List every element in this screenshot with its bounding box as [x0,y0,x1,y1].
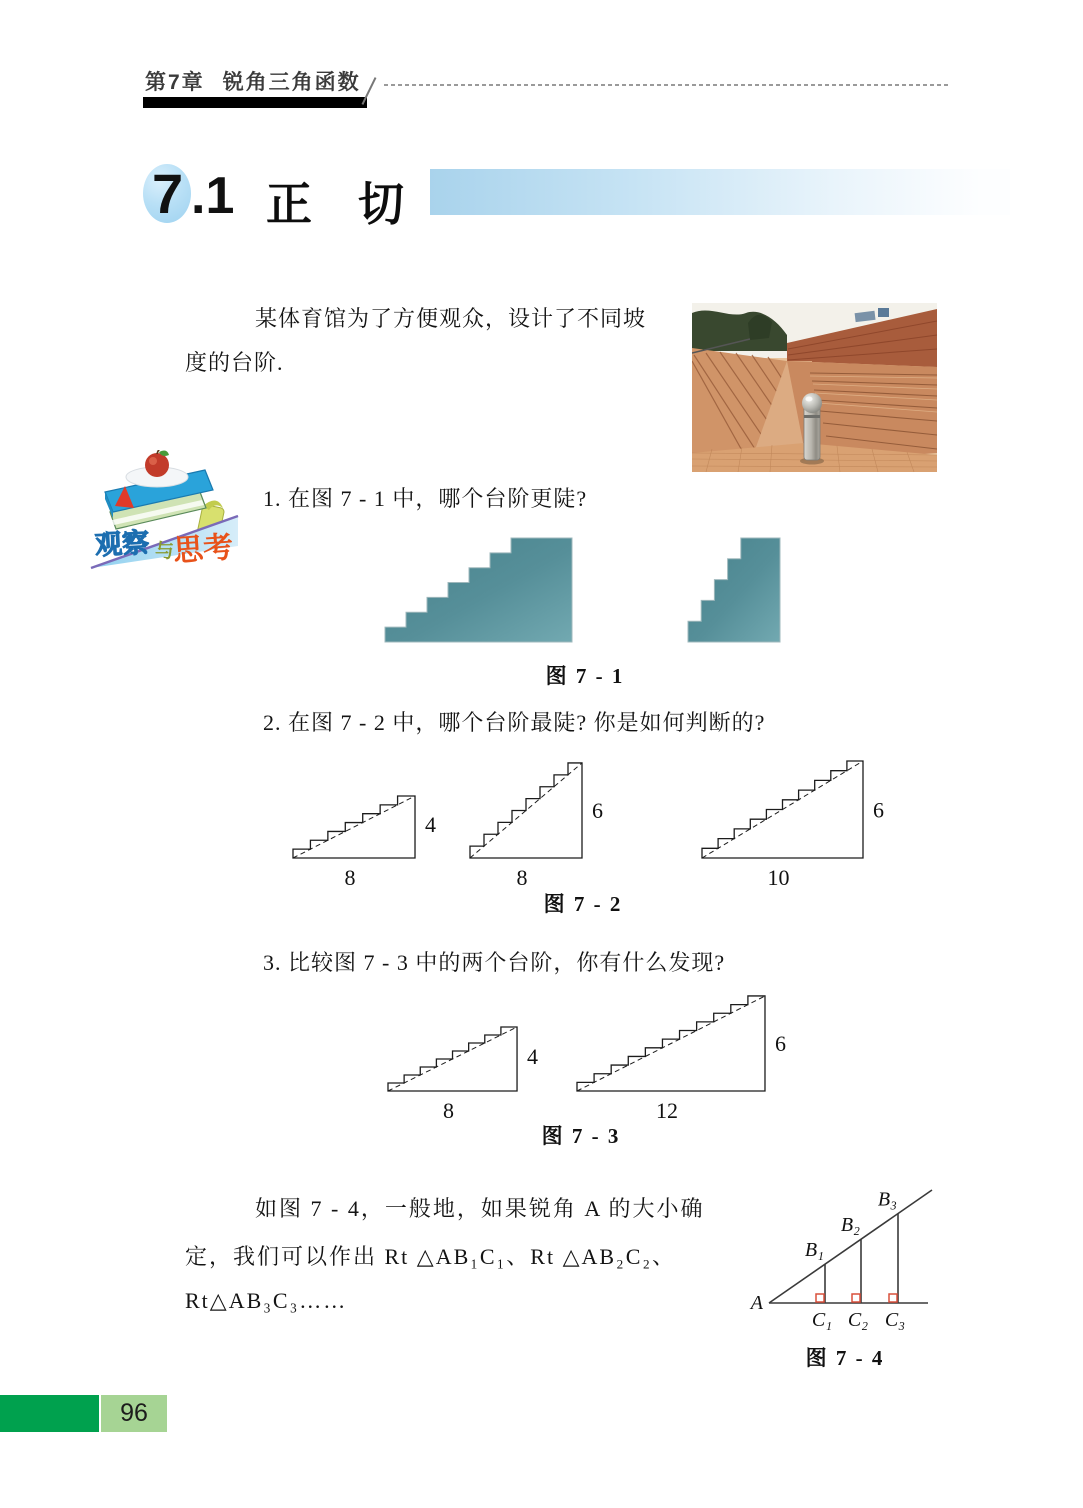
badge-word-think: 思考 [172,530,235,569]
stair-hypotenuse-dashed [388,1027,517,1091]
intro-line-2: 度的台阶. [185,350,284,375]
paragraph-line-3: Rt△AB₃C₃…… [185,1288,348,1313]
fig4-inclined-ray [769,1190,932,1303]
height-dimension-label: 4 [425,811,436,837]
badge-word-observe: 观察 [94,527,150,561]
fig4-point-c-label: C₁ [811,1309,833,1331]
section-number-lead: 7 [152,162,184,225]
stair-hypotenuse-dashed [577,996,765,1091]
fig3-caption: 图 7 - 3 [541,1124,621,1148]
height-dimension-label: 6 [775,1031,786,1057]
section-title: 正 切 [266,178,404,230]
base-dimension-label: 8 [344,865,356,890]
right-angle-mark [816,1294,824,1302]
fig4-point-b-label: B₁ [804,1239,824,1262]
base-dimension-label: 10 [767,865,790,890]
right-angle-mark [889,1294,897,1302]
base-dimension-label: 8 [443,1098,454,1123]
intro-line-1: 某体育馆为了方便观众，设计了不同坡 [255,306,647,331]
question-1: 1. 在图 7 - 1 中，哪个台阶更陡? [263,486,588,511]
question-2: 2. 在图 7 - 2 中，哪个台阶最陡? 你是如何判断的? [263,710,766,735]
badge-word-and: 与 [155,541,175,562]
height-dimension-label: 4 [527,1044,538,1070]
fig2-caption: 图 7 - 2 [543,892,623,916]
fig4-point-b-label: B₃ [877,1188,897,1211]
chapter-number: 第7章 [145,71,205,94]
fig4-caption: 图 7 - 4 [805,1346,885,1370]
height-dimension-label: 6 [873,797,884,823]
paragraph-line-1: 如图 7 - 4，一般地，如果锐角 A 的大小确 [255,1196,705,1221]
fig4-vertex-a-label: A [750,1292,763,1314]
chapter-title: 锐角三角函数 [222,71,361,94]
fig4-point-c-label: C₃ [884,1309,906,1331]
fig4-point-c-label: C₂ [847,1309,869,1331]
footer-green-bar [0,1395,99,1432]
fig4-point-b-label: B₂ [840,1214,860,1237]
page-number: 96 [101,1395,167,1432]
stair-outline [470,763,582,858]
base-dimension-label: 8 [516,865,528,890]
teal-staircase [688,538,780,642]
teal-staircase [385,538,572,642]
paragraph-line-2: 定，我们可以作出 Rt △AB₁C₁、Rt △AB₂C₂、 [185,1244,677,1269]
height-dimension-label: 6 [592,798,603,824]
section-number-tail: .1 [191,167,235,225]
fig1-caption: 图 7 - 1 [545,664,625,688]
question-3: 3. 比较图 7 - 3 中的两个台阶，你有什么发现? [263,950,726,975]
base-dimension-label: 12 [656,1098,678,1123]
stair-hypotenuse-dashed [702,761,863,858]
right-angle-mark [852,1294,860,1302]
